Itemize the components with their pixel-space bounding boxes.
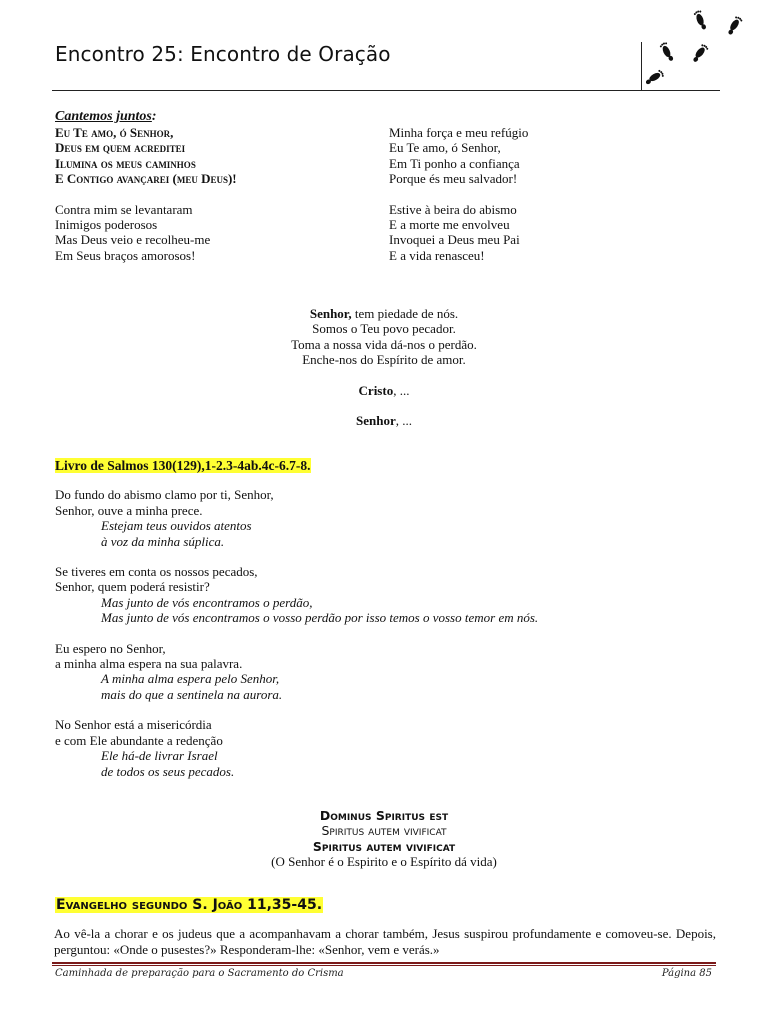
chorus-line: E Contigo avançarei (meu Deus)! [55,171,237,187]
verse-line: Porque és meu salvador! [389,171,518,187]
psalm-response: Mas junto de vós encontramos o perdão, [101,594,313,610]
antiphon-block [0,808,768,870]
chorus-line: Ilumina os meus caminhos [55,155,196,171]
footer-rule-thin [52,965,716,966]
kyrie-line1: tem piedade de nós. [351,306,459,321]
verse-line: Inimigos poderosos [55,217,158,233]
song-heading: Cantemos juntos [55,109,152,124]
song-heading-colon: : [151,109,157,124]
psalm-response: Mas junto de vós encontramos o vosso perdão por isso temos o vosso temor em nós. [101,610,539,626]
song-right-column [389,125,528,263]
antiphon-translation: (O Senhor é o Espirito e o Espírito dá vida) [271,854,497,870]
gospel-text: Ao vê-la a chorar e os judeus que a acompanhavam a chorar também, Jesus suspirou profundamente e comoveu-se. Depois, perguntou: «Onde o pusestes?» Responderam-lhe: «Senhor, vem e verás.» [54,926,716,957]
kyrie-senhor-rest: , ... [395,413,412,429]
antiphon-line1: Dominus Spiritus est [319,808,449,823]
psalm-stanza [55,487,538,549]
kyrie-cristo-rest: , ... [393,382,410,398]
kyrie-lead: Senhor, [309,306,352,321]
psalm-response: A minha alma espera pelo Senhor, [101,671,280,687]
psalm-line: Se tiveres em conta os nossos pecados, [55,564,258,580]
gospel-title: Evangelho segundo S. João 11,35-45. [56,897,323,913]
footprints-icon [646,6,758,92]
psalm-response: Estejam teus ouvidos atentos [101,518,252,534]
psalm-response: de todos os seus pecados. [101,763,235,779]
song-left-column [55,108,237,263]
kyrie-line2: Somos o Teu povo pecador. [312,321,456,337]
verse-line: Estive à beira do abismo [389,201,517,217]
page-number: Página 85 [661,968,712,979]
kyrie-line3: Toma a nossa vida dá-nos o perdão. [291,336,477,352]
psalm-line: No Senhor está a misericórdia [55,717,212,733]
psalm-line: Eu espero no Senhor, [55,640,166,656]
psalm-line: Do fundo do abismo clamo por ti, Senhor, [55,487,274,503]
psalm-line: a minha alma espera na sua palavra. [55,656,243,672]
psalm-line: Senhor, quem poderá resistir? [55,579,210,595]
psalm-title: Livro de Salmos 130(129),1-2.3-4ab.4c-6.7-8. [55,458,311,473]
antiphon-line3: Spiritus autem vivificat [312,838,456,854]
psalm-stanza [55,564,538,626]
header-divider [641,42,642,90]
gospel-heading-wrap [55,897,323,913]
verse-line: Em Seus braços amorosos! [55,247,196,263]
psalm-response: Ele há-de livrar Israel [101,748,218,764]
psalm-line: Senhor, ouve a minha prece. [55,502,203,518]
verse-line: Contra mim se levantaram [55,201,193,217]
verse-line: Eu Te amo, ó Senhor, [389,140,501,156]
verse-line: Invoquei a Deus meu Pai [389,232,520,248]
psalm-response: à voz da minha súplica. [101,533,225,549]
header-rule [52,90,720,91]
footer-caption: Caminhada de preparação para o Sacramento do Crisma [55,968,344,979]
verse-line: Mas Deus veio e recolheu-me [55,232,211,248]
kyrie-senhor: Senhor [356,413,396,429]
psalm-stanza [55,641,538,703]
verse-line: Em Ti ponho a confiança [389,155,520,171]
kyrie-line4: Enche-nos do Espírito de amor. [302,352,466,368]
antiphon-line2: Spiritus autem vivificat [321,823,447,839]
psalm-stanza [55,717,538,779]
psalm-line: e com Ele abundante a redenção [55,732,223,748]
verse-line: E a vida renasceu! [389,247,485,263]
chorus-line: Deus em quem acreditei [55,140,186,156]
footer-rule [52,962,716,964]
kyrie-cristo: Cristo [358,382,394,398]
chorus-line: Eu Te amo, ó Senhor, [55,125,174,140]
verse-line: Minha força e meu refúgio [389,125,529,140]
psalm-section [55,458,538,779]
psalm-response: mais do que a sentinela na aurora. [101,686,283,702]
page-title: Encontro 25: Encontro de Oração [55,42,391,66]
kyrie-block [0,306,768,428]
verse-line: E a morte me envolveu [389,217,510,233]
